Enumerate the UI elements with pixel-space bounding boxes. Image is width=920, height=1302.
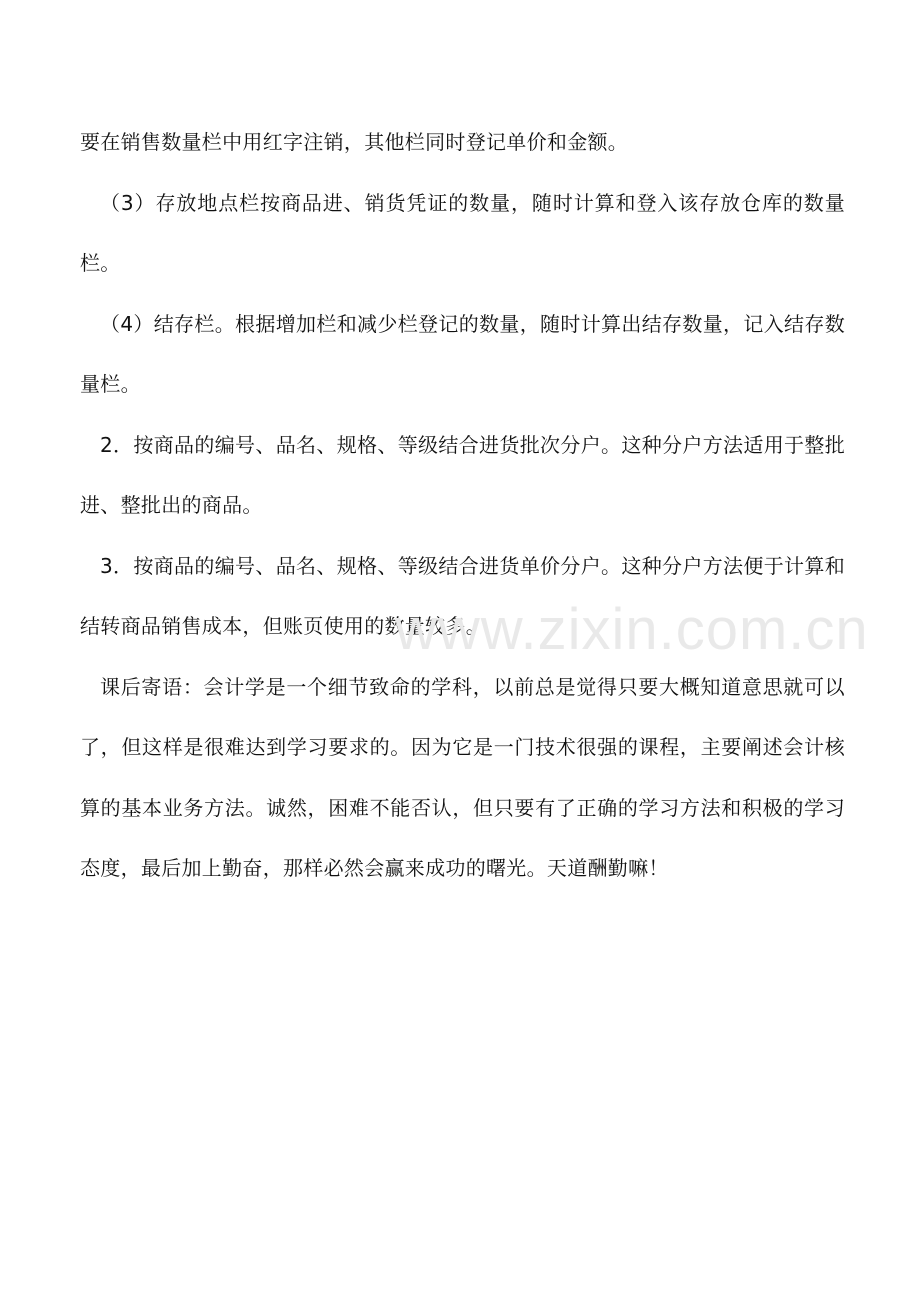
paragraph-storage-location: （3）存放地点栏按商品进、销货凭证的数量，随时计算和登入该存放仓库的数量栏。 <box>80 190 845 275</box>
document-body <box>80 112 845 899</box>
paragraph-closing-message: 课后寄语：会计学是一个细节致命的学科，以前总是觉得只要大概知道意思就可以了，但这样是很难达到学习要求的。因为它是一门技术很强的课程，主要阐述会计核算的基本业务方法。诚然，困难不能否认，但只要有了正确的学习方法和积极的学习态度，最后加上勤奋，那样必然会赢来成功的曙光。天道酬勤嘛！ <box>80 674 845 880</box>
paragraph-unit-price-accounts: 3．按商品的编号、品名、规格、等级结合进货单价分户。这种分户方法便于计算和结转商品销售成本，但账页使用的数量较多。 <box>80 553 845 638</box>
paragraph-balance-column: （4）结存栏。根据增加栏和减少栏登记的数量，随时计算出结存数量，记入结存数量栏。 <box>80 311 845 396</box>
paragraph-batch-accounts: 2．按商品的编号、品名、规格、等级结合进货批次分户。这种分户方法适用于整批进、整批出的商品。 <box>80 432 845 517</box>
paragraph-sales-red-entry: 要在销售数量栏中用红字注销，其他栏同时登记单价和金额。 <box>80 130 629 154</box>
watermark: www.zixin.com.cn <box>395 597 869 662</box>
